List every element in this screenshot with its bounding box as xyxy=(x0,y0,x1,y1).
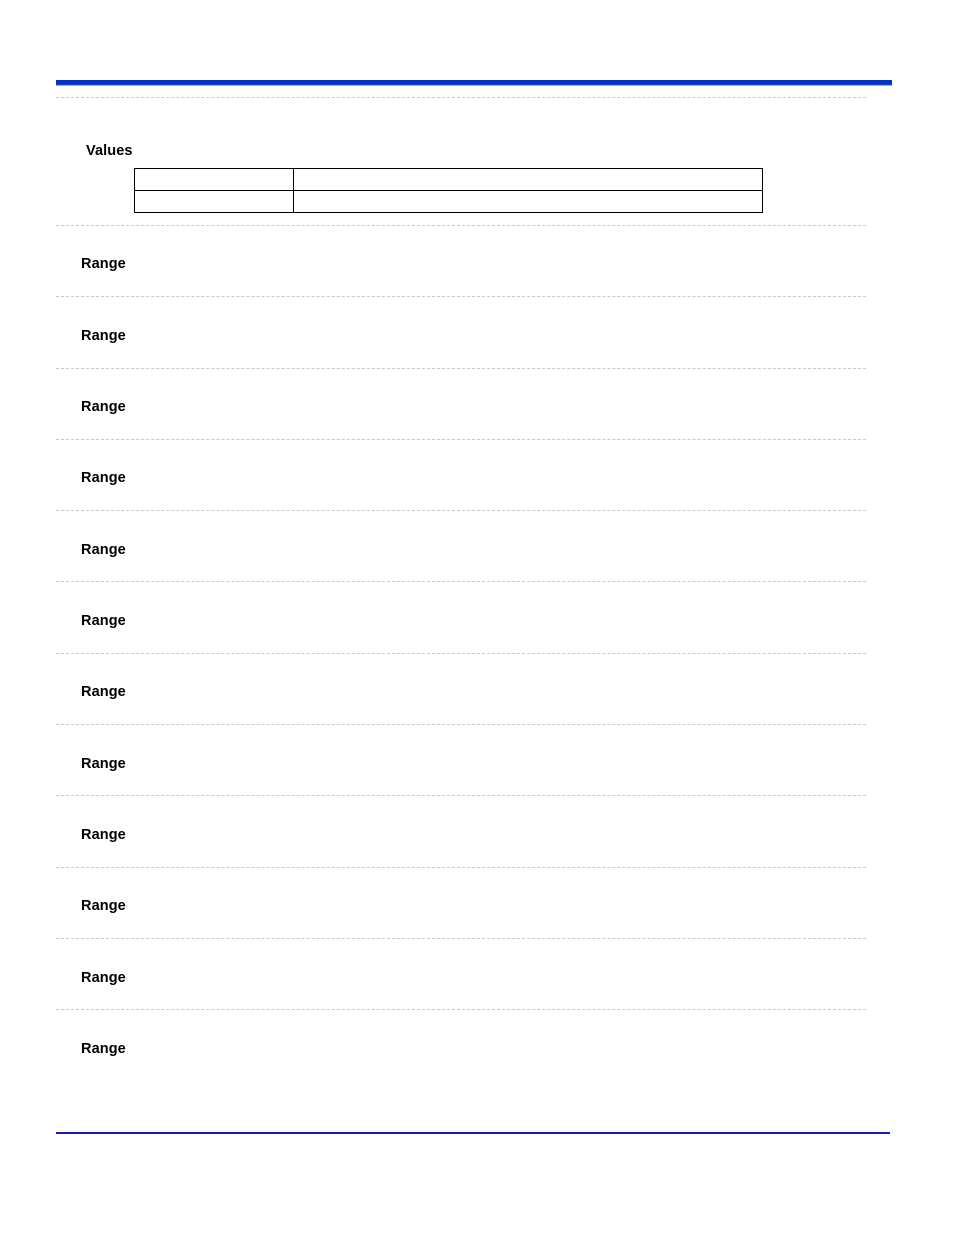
footer-rule xyxy=(56,1132,890,1134)
range-heading: Range xyxy=(81,328,126,344)
range-heading: Range xyxy=(81,399,126,415)
values-table xyxy=(134,168,763,213)
range-heading: Range xyxy=(81,1041,126,1057)
values-heading: Values xyxy=(86,143,133,159)
header-rule-shadow xyxy=(56,84,892,86)
section-divider xyxy=(56,368,866,369)
range-heading: Range xyxy=(81,542,126,558)
range-heading: Range xyxy=(81,756,126,772)
section-divider xyxy=(56,938,866,939)
range-heading: Range xyxy=(81,613,126,629)
table-cell xyxy=(294,169,763,191)
range-heading: Range xyxy=(81,827,126,843)
section-divider xyxy=(56,581,866,582)
section-divider xyxy=(56,724,866,725)
range-heading: Range xyxy=(81,898,126,914)
range-heading: Range xyxy=(81,256,126,272)
table-row xyxy=(135,169,763,191)
section-divider xyxy=(56,653,866,654)
table-row xyxy=(135,191,763,213)
section-divider xyxy=(56,296,866,297)
section-divider xyxy=(56,97,866,98)
section-divider xyxy=(56,795,866,796)
table-cell xyxy=(294,191,763,213)
range-heading: Range xyxy=(81,970,126,986)
section-divider xyxy=(56,867,866,868)
table-cell xyxy=(135,191,294,213)
section-divider xyxy=(56,510,866,511)
section-divider xyxy=(56,1009,866,1010)
section-divider xyxy=(56,225,866,226)
range-heading: Range xyxy=(81,470,126,486)
section-divider xyxy=(56,439,866,440)
table-cell xyxy=(135,169,294,191)
range-heading: Range xyxy=(81,684,126,700)
